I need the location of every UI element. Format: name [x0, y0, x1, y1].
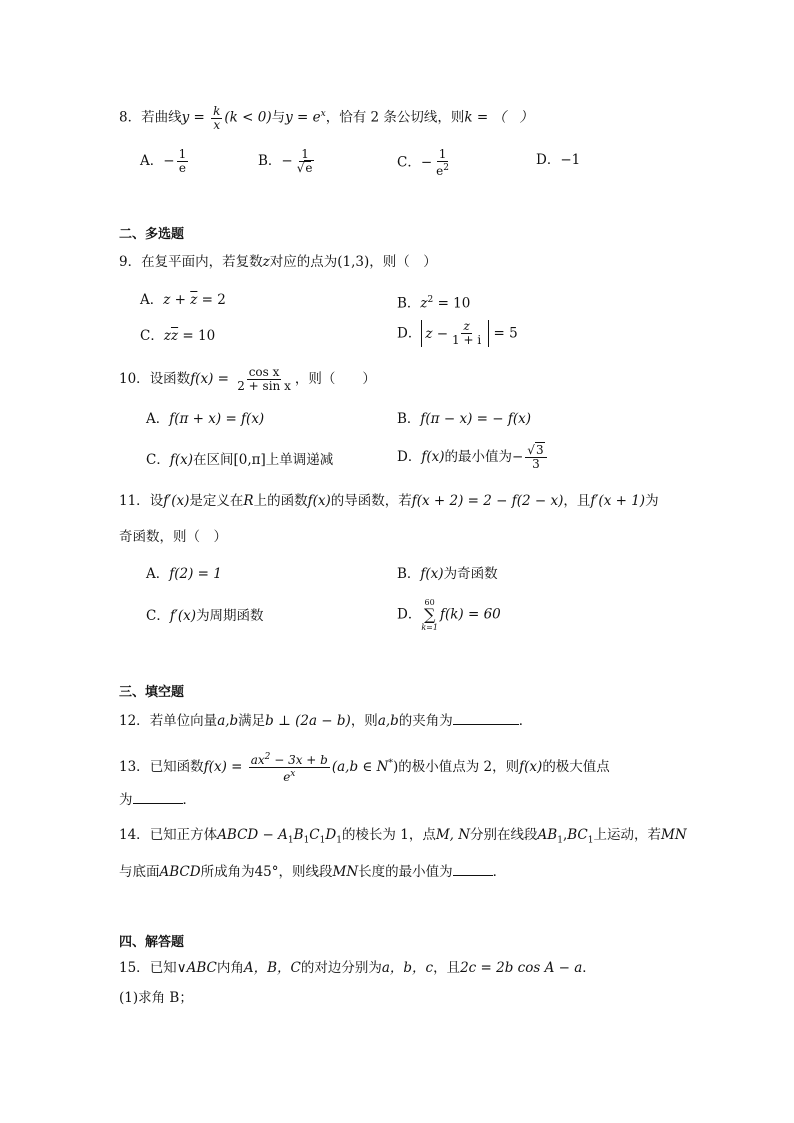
q13-stem-line1	[119, 751, 610, 784]
q12-text-b: 满足	[238, 713, 266, 729]
q11-option-b-text: 为奇函数	[443, 566, 498, 582]
q14-cube-c: C	[309, 827, 320, 843]
q9-option-d-rest: = 5	[489, 325, 518, 342]
q8-option-b-den: √e	[296, 161, 313, 175]
q11-text-b: 是定义在	[189, 493, 244, 509]
q8-text-d: k = （ ）	[464, 109, 533, 126]
q14-sub-d1: 1	[336, 835, 342, 846]
q10-option-c-label: C．	[146, 452, 170, 468]
q15-text-b: 内角	[216, 960, 244, 976]
q13-fx: f(x) =	[203, 759, 247, 775]
q15-tail: ．	[582, 960, 596, 976]
q14-MN3: MN	[332, 864, 359, 880]
q14-ABCD: ABCD	[159, 864, 201, 880]
q8-curve1-num: k	[213, 103, 221, 118]
section-heading-fill-in: 三、填空题	[119, 685, 185, 700]
q13-stem-line2	[119, 789, 196, 810]
q11-cond1: f(x + 2) = 2 − f(2 − x)	[411, 493, 564, 509]
q8-option-b	[258, 148, 318, 175]
q15-text-c: 的对边分别为	[300, 960, 382, 976]
q10-fx: f(x) =	[190, 371, 234, 387]
q8-curve2: y = e	[285, 109, 321, 126]
q9-option-d-den: 1 + i	[452, 333, 482, 347]
q8-curve2-exp: x	[320, 109, 326, 119]
q11-option-b	[397, 564, 498, 584]
section-heading-answer: 四、解答题	[119, 935, 185, 950]
q10-option-d-minus: −	[511, 449, 524, 465]
q8-option-d-text: −1	[560, 152, 581, 168]
q9-option-c	[140, 326, 215, 346]
q13-frac-den	[281, 768, 297, 784]
q9-option-b-exp: 2	[427, 295, 434, 305]
q9-stem	[119, 252, 437, 272]
q8-option-c-minus: −	[420, 154, 433, 171]
q10-option-a-text: f(π + x) = f(x)	[169, 411, 265, 427]
q14-MN2: MN	[661, 827, 687, 843]
q9-option-a-rest: = 2	[197, 292, 226, 308]
q13-frac-num	[249, 751, 330, 768]
q8-option-c-den-base: e	[436, 164, 444, 178]
q14-cube-b: B	[293, 827, 304, 843]
q8-option-d-label: D．	[536, 152, 561, 168]
q9-option-d-z: z −	[425, 325, 449, 342]
q11-R: R	[243, 493, 254, 509]
q10-text-b: ，则（ ）	[294, 371, 376, 387]
q8-option-d	[536, 150, 580, 170]
q9-text-b: 对应的点为	[269, 254, 338, 270]
q10-option-c-text-a: 在区间	[193, 452, 234, 468]
q11-option-c-fprime: f′(x)	[169, 608, 197, 624]
q9-option-b-label: B．	[397, 295, 421, 312]
q9-option-a-zbar: $\overline{z}$	[190, 292, 198, 308]
q15-angles: A，B，C	[243, 960, 301, 976]
q14-seg2: BC	[567, 827, 588, 843]
q14-stem-line1	[119, 825, 687, 851]
q9-option-b-rest: = 10	[433, 295, 471, 312]
q10-option-d-num: √3	[525, 444, 546, 458]
q14-line2-a: 与底面	[119, 864, 160, 880]
q14-seg2-sub: 1	[587, 835, 594, 846]
q10-option-d-den: 3	[532, 457, 540, 471]
q13-number: 13．	[119, 759, 150, 775]
q10-option-c-interval: [0,π]	[233, 452, 266, 468]
q9-option-c-z: z	[163, 328, 171, 344]
q14-stem-line2	[119, 861, 506, 882]
q14-angle: 45°	[254, 864, 279, 880]
q8-curve1-frac	[211, 105, 222, 132]
q13-answer-blank[interactable]	[133, 789, 183, 804]
q13-cond-exp: *	[388, 758, 393, 769]
q8-option-a-label: A．	[140, 153, 164, 169]
q12-vectors: a,b	[217, 713, 239, 729]
q10-text-a: 设函数	[149, 371, 191, 387]
q11-text-e: ，且	[563, 493, 591, 509]
q15-triangle: ∨ABC	[176, 960, 217, 976]
q8-option-b-minus: −	[281, 153, 293, 169]
q12-answer-blank[interactable]	[453, 710, 519, 725]
q14-line2-d: 长度的最小值为	[358, 864, 453, 880]
q8-text-b: 与	[271, 109, 286, 126]
q10-frac	[235, 366, 293, 393]
q13-tail: ．	[182, 792, 196, 808]
q10-frac-den: 2 + sin x	[237, 379, 291, 393]
q9-option-c-label: C．	[140, 328, 164, 344]
q15-sides: a，b，c	[381, 960, 434, 976]
q14-tail: ．	[492, 864, 507, 880]
q11-option-b-label: B．	[397, 566, 421, 582]
q9-option-c-rest: = 10	[178, 328, 216, 344]
q14-answer-blank[interactable]	[453, 861, 493, 876]
q14-sep: ,	[562, 827, 568, 843]
q11-option-d	[397, 598, 501, 632]
q10-number: 10．	[119, 371, 150, 387]
q10-stem	[119, 366, 376, 393]
q14-MN: M, N	[435, 827, 471, 843]
q9-option-d-num: z	[463, 319, 470, 333]
q11-fprime: f′(x)	[163, 493, 190, 509]
q11-text-c: 上的函数	[253, 493, 308, 509]
q8-option-c	[397, 148, 453, 178]
q12-stem	[119, 710, 532, 731]
q9-option-a	[140, 290, 226, 310]
q8-option-c-label: C．	[397, 154, 421, 171]
q9-z: z	[262, 254, 270, 270]
q8-option-c-den-exp: 2	[443, 163, 449, 173]
q13-line2-text: 为	[119, 792, 133, 808]
q10-option-c-text-b: 上单调递减	[265, 452, 334, 468]
q13-text-b: 的极小值点为 2，则	[398, 759, 520, 775]
q8-option-c-den	[434, 162, 451, 178]
q13-num-b: − 3x + b	[270, 753, 328, 767]
q11-cond2: f′(x + 1)	[590, 493, 646, 509]
q8-option-b-frac	[295, 148, 316, 175]
q9-option-c-zbar: $\overline{z}$	[170, 328, 179, 344]
q9-number: 9．	[119, 254, 142, 270]
q15-stem	[119, 958, 596, 978]
q11-option-a	[146, 564, 222, 584]
section-heading-multiple-choice: 二、多选题	[119, 227, 185, 242]
q8-option-c-frac	[434, 148, 451, 178]
q11-option-d-sum	[421, 598, 438, 632]
q13-text-c: 的极大值点	[542, 759, 610, 775]
q11-number: 11．	[119, 493, 150, 509]
q14-text-b: 的棱长为 1，点	[341, 827, 436, 843]
q13-frac	[249, 751, 330, 784]
q12-number: 12．	[119, 713, 150, 729]
q11-fx: f(x)	[307, 493, 331, 509]
q10-option-b-text: f(π − x) = − f(x)	[420, 411, 531, 427]
q11-text-d: 的导函数，若	[330, 493, 412, 509]
q8-number: 8．	[119, 109, 142, 126]
q10-option-b	[397, 409, 531, 429]
q14-line2-b: 所成角为	[200, 864, 255, 880]
q9-point: (1,3)	[337, 254, 370, 270]
q14-line2-c: ，则线段	[278, 864, 333, 880]
q9-option-d-abs	[421, 320, 489, 347]
q8-option-a-minus: −	[163, 153, 175, 169]
q9-option-b-z: z	[420, 295, 428, 312]
q11-text-a: 设	[149, 493, 164, 509]
q11-option-b-fx: f(x)	[420, 566, 444, 582]
q12-tail: ．	[518, 713, 533, 729]
q10-option-d-frac	[525, 444, 546, 471]
q11-option-d-sum-top: 60	[424, 598, 435, 607]
q13-cond-close: )	[392, 759, 399, 775]
q10-frac-num: cos x	[248, 365, 280, 379]
q11-text-f: 为	[645, 493, 659, 509]
q10-option-d-label: D．	[397, 449, 422, 465]
q13-cond: (a,b ∈ N	[331, 759, 389, 775]
q13-den: e	[283, 770, 291, 784]
q8-option-c-num: 1	[438, 147, 447, 161]
q14-cube-a: ABCD − A	[217, 827, 288, 843]
q11-option-c-label: C．	[146, 608, 170, 624]
q11-option-c	[146, 606, 264, 626]
q11-option-a-label: A．	[146, 566, 170, 582]
q12-text-a: 若单位向量	[149, 713, 218, 729]
q11-option-d-text: f(k) = 60	[439, 606, 501, 623]
q11-option-c-text: 为周期函数	[196, 608, 264, 624]
q15-number: 15．	[119, 960, 150, 976]
q8-option-a-frac	[177, 148, 189, 175]
q14-text-d: 上运动，若	[593, 827, 661, 843]
q13-fx2: f(x)	[519, 759, 543, 775]
q14-cube-d: D	[325, 827, 337, 843]
q8-curve1: y =	[181, 109, 210, 126]
q15-equation: 2c = 2b cos A − a	[460, 960, 583, 976]
q15-text-d: ，且	[433, 960, 461, 976]
q10-option-d-text: 的最小值为	[444, 449, 512, 465]
q10-option-c	[146, 450, 333, 470]
q8-text-c: ，恰有 2 条公切线，则	[325, 109, 465, 126]
q14-text-a: 已知正方体	[149, 827, 218, 843]
q11-stem-line1	[119, 491, 659, 511]
q10-option-a-label: A．	[146, 411, 170, 427]
q15-text-a: 已知	[149, 960, 177, 976]
q10-option-d-sqrt: 3	[535, 443, 544, 457]
q13-num-exp: 2	[264, 752, 271, 762]
q8-option-b-sqrt: e	[305, 161, 313, 175]
q9-option-b	[397, 290, 470, 314]
q14-sub-a1: 1	[287, 835, 294, 846]
q14-seg1: AB	[537, 827, 558, 843]
q8-curve1-cond: (k < 0)	[224, 109, 272, 126]
q10-option-c-fx: f(x)	[169, 452, 193, 468]
q11-option-d-sigma: ∑	[423, 605, 436, 624]
q14-number: 14．	[119, 827, 150, 843]
q8-curve1-den: x	[213, 117, 221, 132]
q13-den-exp: x	[290, 769, 296, 779]
q15-part1: (1)求角 B；	[119, 990, 193, 1006]
q8-option-a-num: 1	[178, 147, 187, 161]
q9-option-a-z: z +	[163, 292, 191, 308]
q8-option-b-label: B．	[258, 153, 282, 169]
q9-option-a-label: A．	[140, 292, 164, 308]
q12-condition: b ⊥ (2a − b)	[265, 713, 351, 729]
q12-text-c: ，则	[350, 713, 378, 729]
q8-option-b-num: 1	[301, 147, 309, 161]
q14-seg1-sub: 1	[557, 835, 563, 846]
q9-text-a: 在复平面内，若复数	[141, 254, 263, 270]
q8-option-a-den: e	[178, 161, 186, 175]
q14-sub-c1: 1	[319, 835, 326, 846]
q10-option-a	[146, 409, 264, 429]
q11-option-d-label: D．	[397, 606, 422, 623]
q13-text-a: 已知函数	[149, 759, 204, 775]
q12-text-d: 的夹角为	[398, 713, 453, 729]
q11-option-a-text: f(2) = 1	[169, 566, 222, 582]
q9-option-d-label: D．	[397, 325, 422, 342]
q10-option-d	[397, 444, 549, 471]
q12-vectors-2: a,b	[377, 713, 399, 729]
q14-text-c: 分别在线段	[470, 827, 538, 843]
q9-text-c: ，则（ ）	[369, 254, 437, 270]
q11-option-d-sum-bottom: k=1	[421, 623, 438, 632]
q9-option-d	[397, 320, 518, 347]
q8-stem	[119, 104, 533, 132]
q11-stem-line2: 奇函数，则（ ）	[119, 529, 227, 545]
q8-text-a: 若曲线	[141, 109, 182, 126]
q13-num-a: ax	[250, 753, 265, 767]
q8-option-a	[140, 148, 190, 175]
q10-option-d-fx: f(x)	[421, 449, 445, 465]
q9-option-d-frac	[450, 320, 483, 347]
q14-sub-b1: 1	[303, 835, 310, 846]
q10-option-b-label: B．	[397, 411, 421, 427]
